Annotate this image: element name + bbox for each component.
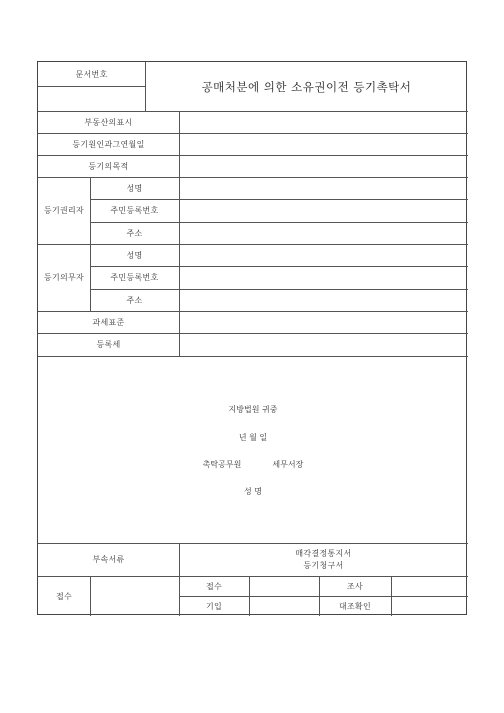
purpose-label: 등기의목적	[88, 161, 129, 171]
obligor-address-value[interactable]	[179, 289, 468, 311]
rule	[90, 289, 468, 290]
court-recipient: 지방법원 귀중	[228, 405, 278, 414]
obligor-name-value[interactable]	[179, 244, 468, 266]
date-line: 년 월 일	[238, 433, 268, 442]
inspection-label: 조사	[346, 581, 364, 591]
verification-value[interactable]	[391, 596, 468, 616]
rule	[90, 266, 468, 267]
entry-label: 기입	[205, 601, 223, 611]
attachments-label: 부속서류	[92, 555, 125, 564]
receipt-blank[interactable]	[90, 576, 179, 616]
rule	[319, 576, 320, 616]
tax-base-value[interactable]	[179, 311, 468, 333]
receipt-cell-value[interactable]	[249, 576, 319, 596]
rule	[145, 62, 146, 111]
obligor-id-label: 주민등록번호	[110, 273, 159, 282]
right-holder-name-label: 성명	[126, 183, 143, 193]
form-title: 공매처분에 의한 소유권이전 등기촉탁서	[201, 79, 412, 94]
inspection-value[interactable]	[391, 576, 468, 596]
rule	[38, 86, 145, 87]
rule	[90, 576, 91, 616]
property-value[interactable]	[179, 111, 468, 133]
signature-line: 성 명	[244, 487, 262, 496]
rule	[38, 111, 468, 112]
attachment-item-registration-claim: 등기청구서	[303, 560, 344, 570]
registration-tax-value[interactable]	[179, 333, 468, 356]
rule	[38, 311, 468, 312]
commissioning-official: 촉탁공무원	[202, 460, 242, 469]
cause-date-label: 등기원인과그연월일	[72, 139, 145, 149]
rule	[179, 111, 180, 356]
right-holder-id-label: 주민등록번호	[110, 206, 159, 215]
receipt-cell-label: 접수	[205, 581, 223, 591]
rule	[38, 177, 468, 178]
entry-value[interactable]	[249, 596, 319, 616]
rule	[90, 222, 468, 223]
rule	[179, 543, 180, 616]
property-label: 부동산의표시	[84, 117, 133, 127]
tax-office-head: 세무서장	[272, 460, 304, 469]
rule	[90, 199, 468, 200]
obligor-label: 등기의무자	[43, 273, 85, 282]
registration-commission-form	[37, 61, 467, 615]
verification-label: 대조확인	[338, 601, 372, 611]
rule	[38, 356, 468, 357]
right-holder-label: 등기권리자	[43, 206, 85, 215]
doc-number-label: 문서번호	[75, 69, 108, 79]
attachments-list	[179, 543, 468, 576]
registration-tax-label: 등록세	[96, 340, 121, 349]
right-holder-id-value[interactable]	[179, 199, 468, 222]
rule	[38, 576, 468, 577]
purpose-value[interactable]	[179, 155, 468, 177]
obligor-address-label: 주소	[126, 295, 143, 305]
rule	[38, 333, 468, 334]
rule	[249, 576, 250, 616]
doc-number-value[interactable]	[38, 86, 145, 111]
rule	[38, 133, 468, 134]
rule	[38, 543, 468, 544]
rule	[90, 177, 91, 311]
receipt-label: 접수	[55, 591, 73, 601]
right-holder-address-label: 주소	[126, 228, 143, 238]
obligor-id-value[interactable]	[179, 266, 468, 289]
rule	[38, 155, 468, 156]
attachment-item-decision-notice: 매각결정통지서	[295, 548, 352, 558]
right-holder-address-value[interactable]	[179, 222, 468, 244]
cause-date-value[interactable]	[179, 133, 468, 155]
rule	[38, 244, 468, 245]
obligor-name-label: 성명	[126, 250, 143, 260]
official-line	[38, 459, 468, 470]
rule	[391, 576, 392, 616]
right-holder-name-value[interactable]	[179, 177, 468, 199]
tax-base-label: 과세표준	[92, 317, 125, 327]
rule	[179, 596, 468, 597]
